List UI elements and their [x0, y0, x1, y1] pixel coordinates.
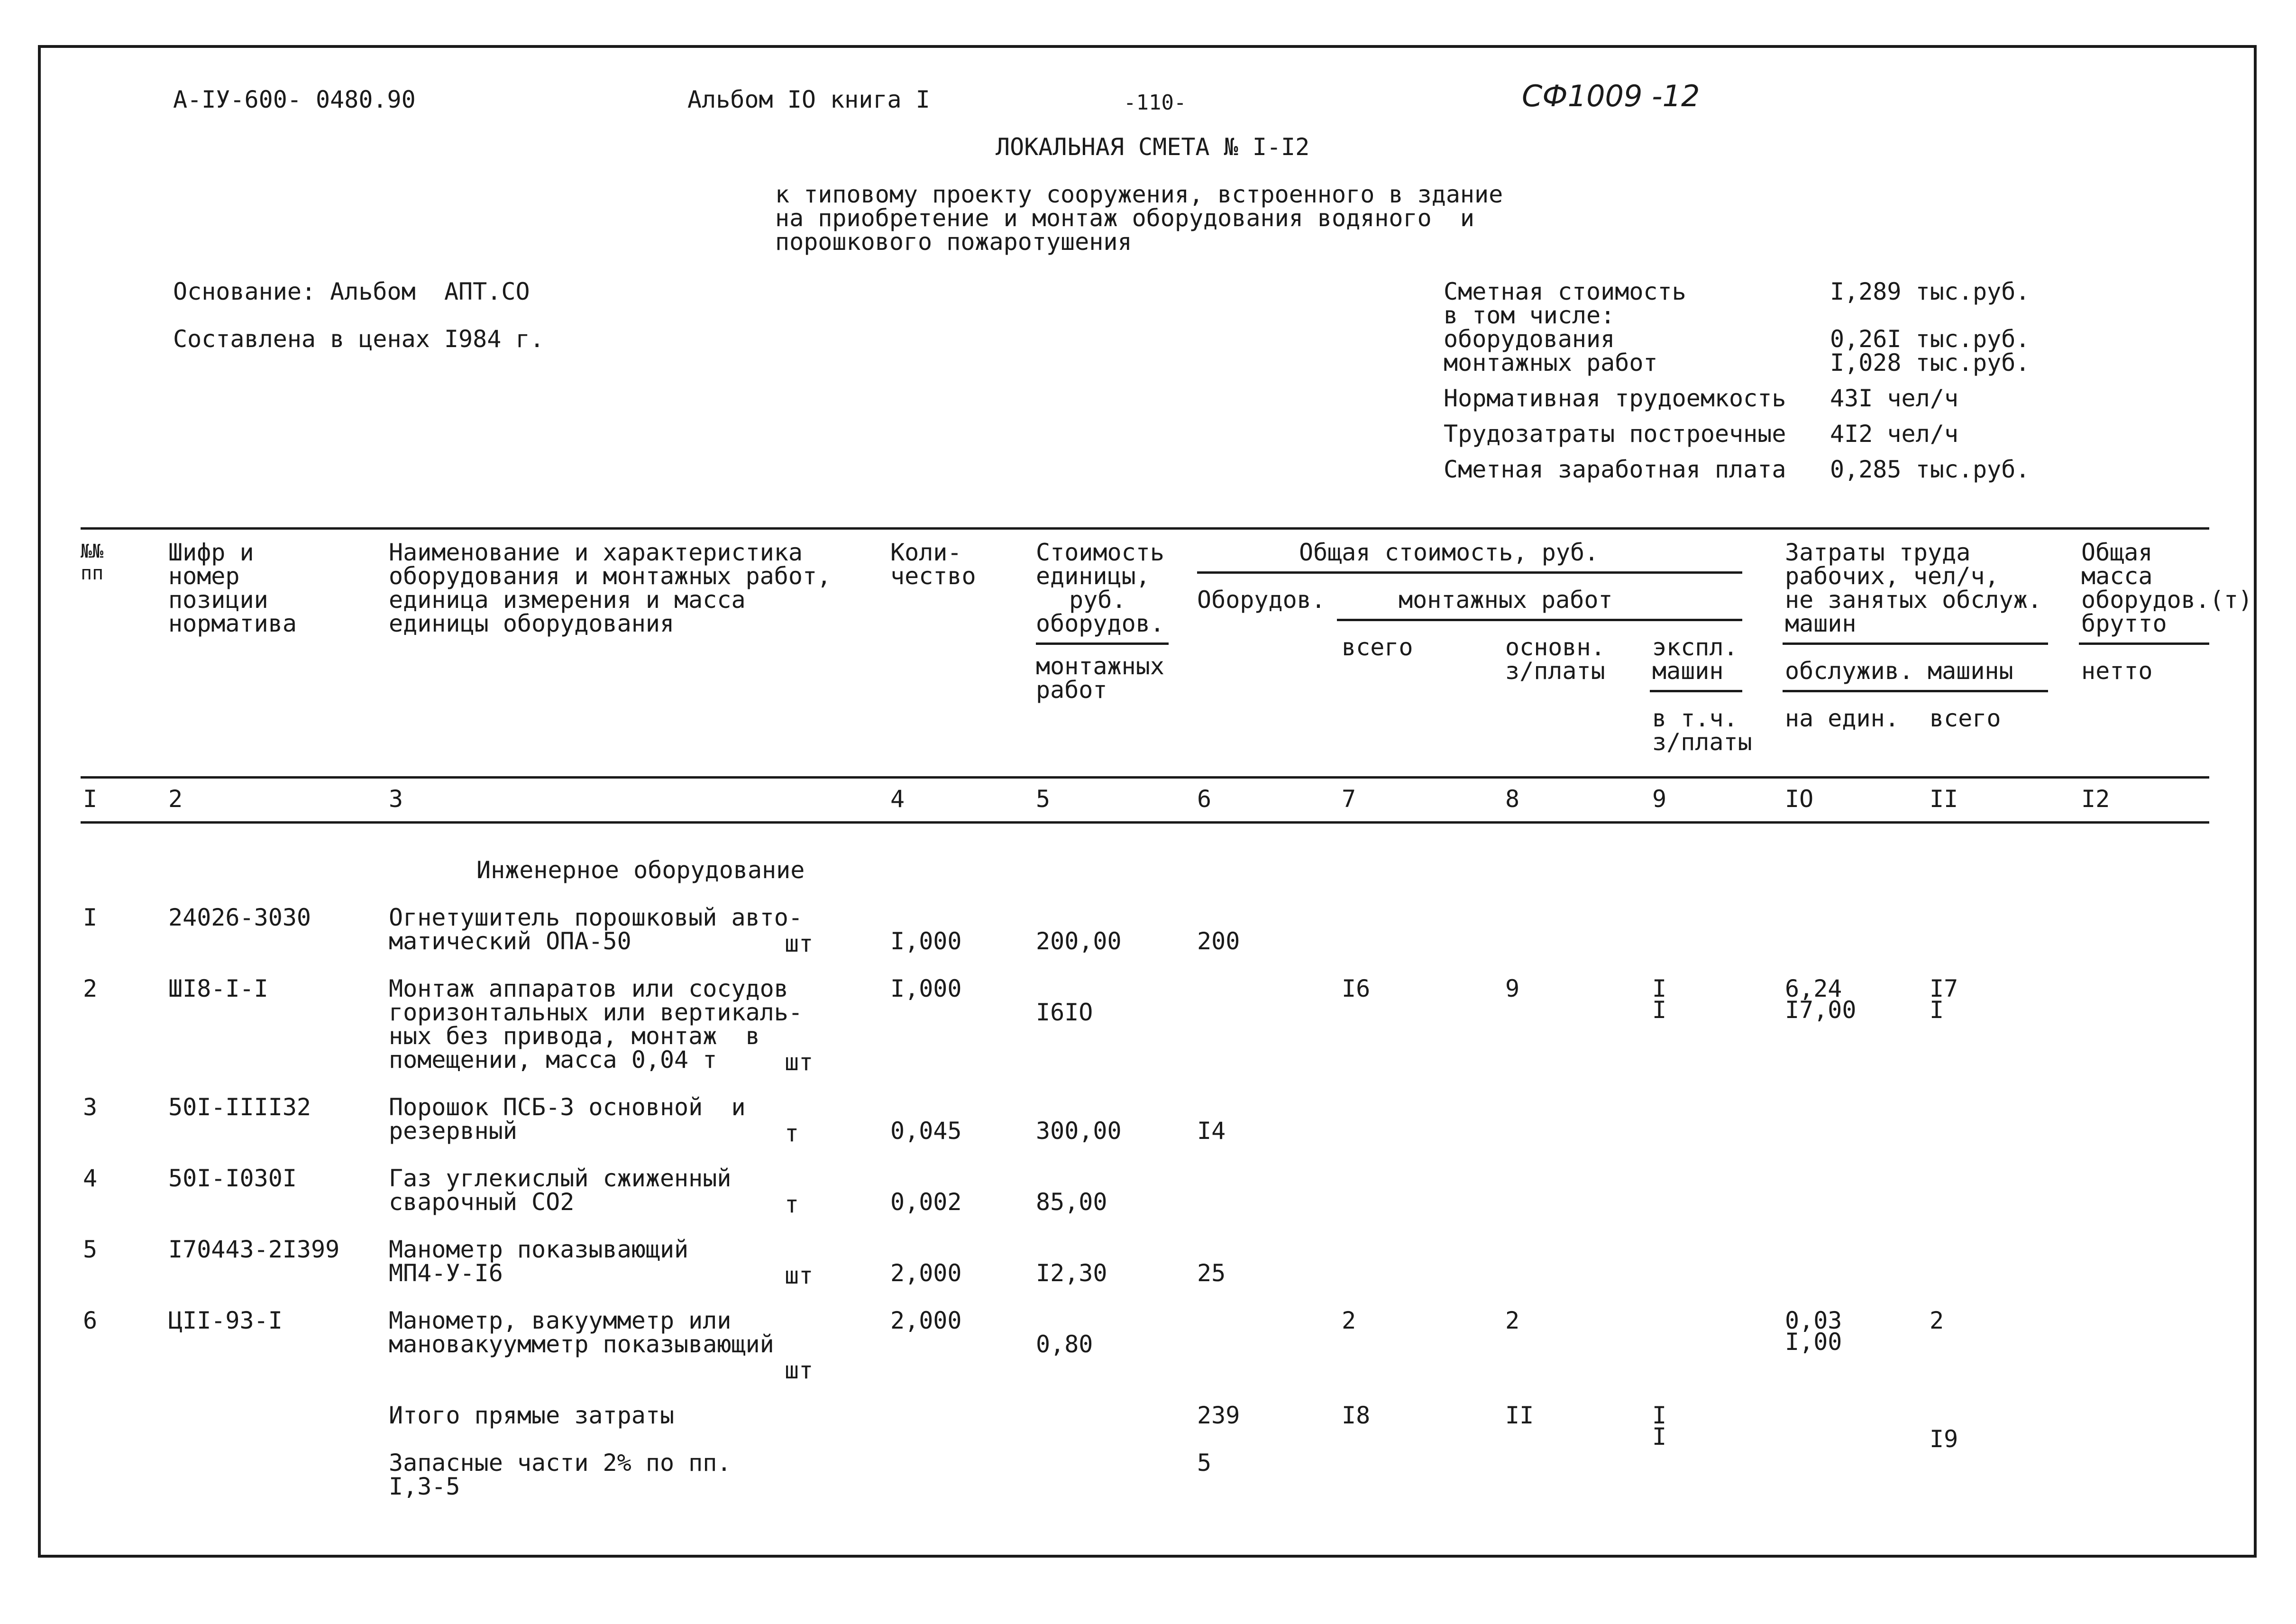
hdr-col4-b: чество — [890, 562, 976, 590]
hdr-col2-a: Шифр и — [168, 539, 254, 566]
hdr-labor-rule — [1783, 642, 2048, 645]
row2-name-2: горизонтальных или вертикаль- — [389, 999, 803, 1026]
row6-name-1: Манометр, вакуумметр или — [389, 1307, 732, 1334]
page-number: -110- — [1124, 91, 1187, 115]
row2-n: 2 — [83, 975, 98, 1002]
basis-text: Основание: Альбом АПТ.СО — [173, 278, 530, 305]
row3-name-2: резервный — [389, 1117, 517, 1145]
hdr-mass-a: Общая — [2081, 539, 2153, 566]
row5-price: I2,30 — [1036, 1259, 1107, 1287]
colnum-1: I — [83, 785, 98, 813]
hdr-col5-f: работ — [1036, 676, 1107, 704]
colnum-12: I2 — [2081, 785, 2110, 813]
hdr-col5-c: руб. — [1069, 586, 1126, 614]
labor-norm-value: 43I чел/ч — [1830, 385, 1958, 412]
direct-costs-wage: II — [1505, 1402, 1534, 1429]
row2-mach2: I — [1652, 996, 1667, 1024]
header-bottom-rule — [81, 776, 2209, 779]
colnum-6: 6 — [1197, 785, 1212, 813]
row6-labor: 2 — [1930, 1307, 1944, 1334]
hdr-mass-c: оборудов.(т) — [2081, 586, 2253, 614]
row4-qty: 0,002 — [890, 1188, 962, 1216]
subtitle-line-3: порошкового пожаротушения — [775, 228, 1132, 256]
hdr-col5-d: оборудов. — [1036, 610, 1164, 637]
hdr-total: всего — [1342, 633, 1413, 661]
estimated-cost-label: Сметная стоимость — [1444, 278, 1686, 305]
hdr-base-wage-b: з/платы — [1505, 657, 1605, 685]
row5-n: 5 — [83, 1236, 98, 1263]
hdr-mass-rule — [2079, 642, 2209, 645]
project-code: А-IУ-600- 0480.90 — [173, 86, 416, 113]
hdr-mass-b: масса — [2081, 562, 2153, 590]
colnum-10: IO — [1785, 785, 1814, 813]
row3-code: 50I-IIII32 — [168, 1093, 311, 1121]
spare-parts-equip: 5 — [1197, 1449, 1212, 1477]
hdr-total-cost: Общая стоимость, руб. — [1299, 539, 1599, 566]
hdr-labor-c: не занятых обслуж. — [1785, 586, 2042, 614]
subtitle-line-2: на приобретение и монтаж оборудования водяного и — [775, 204, 1475, 232]
colnum-3: 3 — [389, 785, 403, 813]
hdr-col3-c: единица измерения и масса — [389, 586, 746, 614]
row2-labor2: I — [1930, 996, 1944, 1024]
installation-label: монтажных работ — [1444, 349, 1658, 376]
row3-n: 3 — [83, 1093, 98, 1121]
hdr-serv-machines: обслужив. машины — [1785, 657, 2013, 685]
estimated-cost-value: I,289 тыс.руб. — [1830, 278, 2030, 305]
colnum-4: 4 — [890, 785, 905, 813]
row1-price: 200,00 — [1036, 927, 1122, 955]
hdr-labor-a: Затраты труда — [1785, 539, 1971, 566]
row6-per-unit: 0,03 — [1785, 1307, 1842, 1334]
subtitle-line-1: к типовому проекту сооружения, встроенного в здание — [775, 181, 1503, 208]
spare-parts-label-1: Запасные части 2% по пп. — [389, 1449, 732, 1477]
row2-per-unit2: I7,00 — [1785, 996, 1857, 1024]
table-top-rule — [81, 527, 2209, 530]
page-frame — [38, 45, 2257, 1558]
colnum-2: 2 — [168, 785, 183, 813]
hdr-mass-d: брутто — [2081, 610, 2167, 637]
wage-value: 0,285 тыс.руб. — [1830, 456, 2030, 483]
hdr-incl-wage-a: в т.ч. — [1652, 705, 1738, 732]
row2-code: ШI8-I-I — [168, 975, 268, 1002]
hdr-col2-c: позиции — [168, 586, 268, 614]
row5-name-2: МП4-У-I6 — [389, 1259, 503, 1287]
row6-price: 0,80 — [1036, 1330, 1093, 1358]
row3-qty: 0,045 — [890, 1117, 962, 1145]
including-label: в том числе: — [1444, 302, 1615, 329]
row4-name-2: сварочный СО2 — [389, 1188, 575, 1216]
album-label: Альбом IO книга I — [687, 86, 930, 113]
section-title: Инженерное оборудование — [476, 856, 805, 884]
row2-wage: 9 — [1505, 975, 1520, 1002]
row1-name-1: Огнетушитель порошковый авто- — [389, 904, 803, 931]
direct-costs-mach2: I — [1652, 1423, 1667, 1450]
installation-value: I,028 тыс.руб. — [1830, 349, 2030, 376]
colnum-8: 8 — [1505, 785, 1520, 813]
row2-qty: I,000 — [890, 975, 962, 1002]
row2-name-3: ных без привода, монтаж в — [389, 1022, 760, 1050]
row3-unit: т — [785, 1119, 799, 1147]
spare-parts-label-2: I,3-5 — [389, 1473, 460, 1500]
row1-n: I — [83, 904, 98, 931]
row4-name-1: Газ углекислый сжиженный — [389, 1165, 732, 1192]
row3-equip: I4 — [1197, 1117, 1226, 1145]
hdr-col1-b: пп — [81, 562, 104, 584]
row6-wage: 2 — [1505, 1307, 1520, 1334]
row1-code: 24026-3030 — [168, 904, 311, 931]
equipment-label: оборудования — [1444, 325, 1615, 353]
hdr-labor-b: рабочих, чел/ч, — [1785, 562, 1999, 590]
estimate-title: ЛОКАЛЬНАЯ СМЕТА № I-I2 — [996, 133, 1310, 161]
hdr-col3-d: единицы оборудования — [389, 610, 675, 637]
prices-year: Составлена в ценах I984 г. — [173, 325, 544, 353]
hdr-col3-b: оборудования и монтажных работ, — [389, 562, 832, 590]
row6-code: ЦII-93-I — [168, 1307, 283, 1334]
hdr-machine-rule — [1650, 690, 1742, 692]
row4-n: 4 — [83, 1165, 98, 1192]
row2-name-1: Монтаж аппаратов или сосудов — [389, 975, 788, 1002]
row6-unit: шт — [785, 1357, 814, 1384]
hdr-base-wage-a: основн. — [1505, 633, 1605, 661]
hdr-col5-rule — [1036, 642, 1169, 645]
direct-costs-label: Итого прямые затраты — [389, 1402, 675, 1429]
row5-code: I70443-2I399 — [168, 1236, 340, 1263]
hdr-col3-a: Наименование и характеристика — [389, 539, 803, 566]
row1-equip: 200 — [1197, 927, 1240, 955]
row2-name-4: помещении, масса 0,04 т — [389, 1046, 717, 1073]
direct-costs-mach: I — [1652, 1402, 1667, 1429]
hdr-labor-d: машин — [1785, 610, 1857, 637]
row1-name-2: матический ОПА-50 — [389, 927, 631, 955]
colnum-9: 9 — [1652, 785, 1667, 813]
row4-code: 50I-I030I — [168, 1165, 297, 1192]
row3-name-1: Порошок ПСБ-3 основной и — [389, 1093, 746, 1121]
colnum-5: 5 — [1036, 785, 1051, 813]
labor-site-label: Трудозатраты построечные — [1444, 420, 1786, 448]
row4-unit: т — [785, 1191, 799, 1218]
hdr-equipment: Оборудов. — [1197, 586, 1326, 614]
row5-unit: шт — [785, 1262, 814, 1289]
colnum-7: 7 — [1342, 785, 1356, 813]
handwritten-code: СФ1009 -12 — [1522, 79, 1700, 113]
hdr-serv-rule — [1783, 690, 2048, 692]
row2-unit: шт — [785, 1048, 814, 1076]
wage-label: Сметная заработная плата — [1444, 456, 1786, 483]
hdr-labor-total: всего — [1930, 705, 2001, 732]
hdr-col2-b: номер — [168, 562, 240, 590]
hdr-machine-a: экспл. — [1652, 633, 1738, 661]
colnum-11: II — [1930, 785, 1958, 813]
hdr-incl-wage-b: з/платы — [1652, 728, 1752, 756]
hdr-machine-b: машин — [1652, 657, 1724, 685]
row2-per-unit: 6,24 — [1785, 975, 1842, 1002]
hdr-col4-a: Коли- — [890, 539, 962, 566]
hdr-col2-d: норматива — [168, 610, 297, 637]
row2-price: I6IO — [1036, 999, 1093, 1026]
hdr-installation: монтажных работ — [1399, 586, 1613, 614]
direct-costs-labor: I9 — [1930, 1425, 1958, 1453]
row5-equip: 25 — [1197, 1259, 1226, 1287]
row2-total: I6 — [1342, 975, 1371, 1002]
row6-n: 6 — [83, 1307, 98, 1334]
row5-name-1: Манометр показывающий — [389, 1236, 689, 1263]
row1-qty: I,000 — [890, 927, 962, 955]
equipment-value: 0,26I тыс.руб. — [1830, 325, 2030, 353]
labor-site-value: 4I2 чел/ч — [1830, 420, 1958, 448]
hdr-total-cost-rule — [1197, 571, 1742, 574]
hdr-col1-a: №№ — [81, 541, 104, 562]
row6-name-2: мановакуумметр показывающий — [389, 1330, 774, 1358]
hdr-col5-e: монтажных — [1036, 652, 1164, 680]
hdr-installation-rule — [1337, 619, 1742, 621]
hdr-col5-b: единицы, — [1036, 562, 1150, 590]
row6-per-unit2: I,00 — [1785, 1328, 1842, 1356]
hdr-net: нетто — [2081, 657, 2153, 685]
colnum-bottom-rule — [81, 821, 2209, 824]
row6-qty: 2,000 — [890, 1307, 962, 1334]
hdr-col5-a: Стоимость — [1036, 539, 1164, 566]
row4-price: 85,00 — [1036, 1188, 1107, 1216]
row5-qty: 2,000 — [890, 1259, 962, 1287]
row3-price: 300,00 — [1036, 1117, 1122, 1145]
row2-labor: I7 — [1930, 975, 1958, 1002]
labor-norm-label: Нормативная трудоемкость — [1444, 385, 1786, 412]
direct-costs-equip: 239 — [1197, 1402, 1240, 1429]
row6-total: 2 — [1342, 1307, 1356, 1334]
direct-costs-total: I8 — [1342, 1402, 1371, 1429]
hdr-per-unit: на един. — [1785, 705, 1899, 732]
row2-mach: I — [1652, 975, 1667, 1002]
row1-unit: шт — [785, 930, 814, 957]
